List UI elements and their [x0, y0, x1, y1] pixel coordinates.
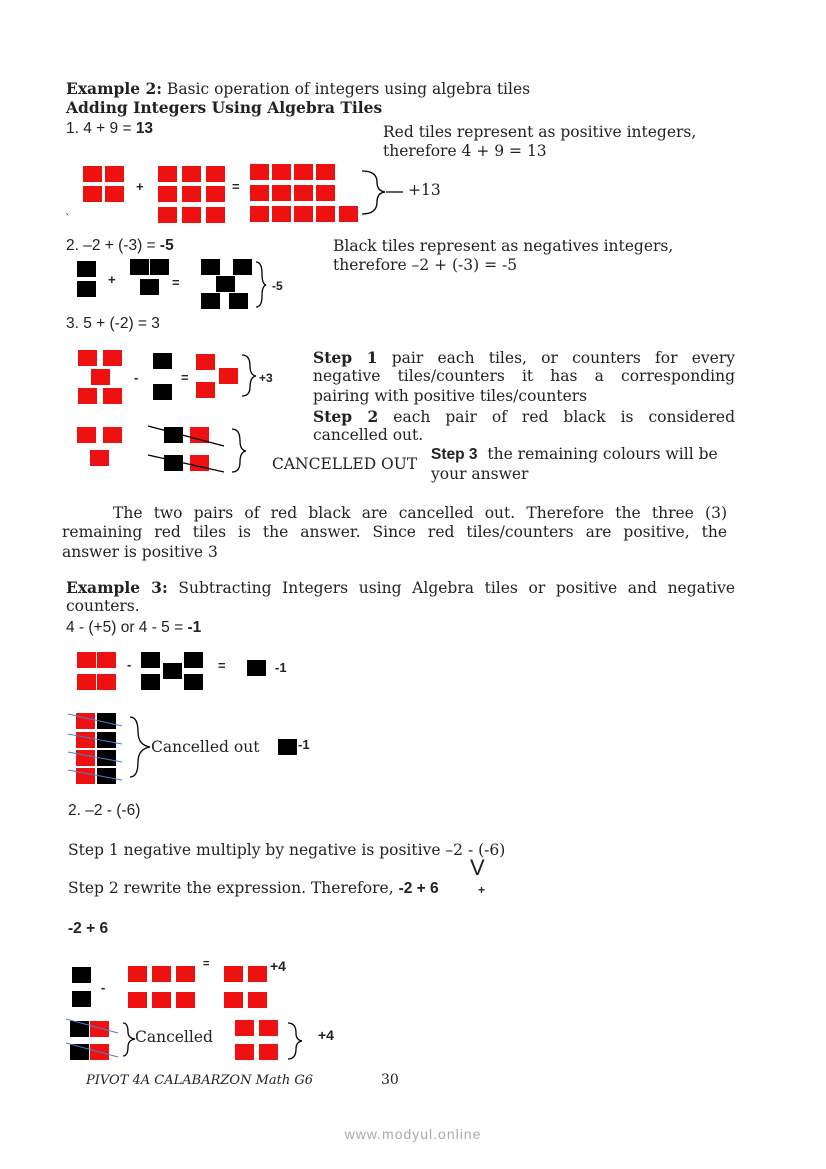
summary-line3: answer is positive 3 [62, 543, 218, 561]
problem3-result: +3 [259, 371, 273, 385]
step2-line2: cancelled out. [313, 426, 424, 444]
step2-text1: each pair of red black is considered [393, 408, 736, 426]
ex3-minus-sign: - [127, 657, 132, 672]
ex3-p2-equals-sign: = [203, 958, 210, 970]
example3-label: Example 3: [66, 578, 168, 597]
footer-title: PIVOT 4A CALABARZON Math G6 [86, 1073, 314, 1088]
ex3-vmark: V [470, 855, 485, 880]
problem3-expression: 3. 5 + (-2) = 3 [66, 315, 160, 332]
step1-line2: negative tiles/counters it has a corresponding [313, 367, 735, 385]
ex3-result2: -1 [298, 737, 310, 752]
problem2-result: -5 [272, 279, 283, 293]
problem2-equals-sign: = [172, 275, 180, 290]
brace-ex3-p2-cancel [123, 1023, 135, 1056]
ex3-cancelled-label: Cancelled out [151, 738, 260, 756]
example2-label: Example 2: [66, 79, 162, 98]
ex3-p2-cancelled-label: Cancelled [135, 1028, 213, 1046]
step2-label: Step 2 [313, 407, 379, 426]
problem2-expr-text: 2. –2 + (-3) = [66, 237, 160, 254]
ex3-p2-minus-sign: - [101, 980, 106, 995]
problem1-expr-text: 1. 4 + 9 = [66, 120, 136, 137]
ex3-problem2-step1: Step 1 negative multiply by negative is positive –2 - (-6) [68, 841, 506, 859]
example2-subtitle: Adding Integers Using Algebra Tiles [66, 98, 383, 117]
summary-line1: The two pairs of red black are cancelled out. Therefore the three (3) [113, 504, 727, 522]
ex3-equals-sign: = [218, 658, 226, 673]
problem3-equals-sign: = [181, 370, 189, 385]
example3-description: Subtracting Integers using Algebra tiles or positive and negative [178, 579, 736, 597]
brace-problem3 [242, 355, 256, 396]
step1-label: Step 1 [313, 348, 378, 367]
ex3-p2-result: +4 [270, 958, 286, 974]
problem2-plus-sign: + [108, 272, 116, 287]
watermark-text: www.modyul.online [344, 1126, 482, 1142]
brace-ex3-cancel [130, 717, 150, 777]
brace-problem2 [256, 262, 266, 307]
footer-page-number: 30 [381, 1072, 399, 1088]
problem2-note-line1: Black tiles represent as negatives integers, [333, 237, 674, 255]
example3-answer: -1 [187, 619, 202, 636]
ex3-step2-text: Step 2 rewrite the expression. Therefore, [68, 879, 399, 897]
brace-problem1 [362, 171, 385, 214]
step3-line2: your answer [431, 465, 529, 483]
problem1-plus-sign: + [136, 179, 144, 194]
summary-line2: remaining red tiles is the answer. Since red tiles/counters are positive, the [62, 523, 727, 541]
strike-line-1 [148, 426, 224, 446]
ex3-problem2-expr2: -2 + 6 [68, 920, 109, 937]
ex3-problem2-expression: 2. –2 - (-6) [68, 802, 141, 819]
problem1-note-line2: therefore 4 + 9 = 13 [383, 142, 547, 160]
problem1-result: +13 [408, 181, 441, 199]
problem1-equals-sign: = [232, 179, 240, 194]
stray-mark: ` [65, 212, 71, 226]
strike-line-2 [148, 455, 224, 472]
problem2-note-line2: therefore –2 + (-3) = -5 [333, 256, 518, 274]
problem1-answer: 13 [135, 120, 154, 137]
brace-problem3-cancel [232, 429, 246, 472]
ex3-result: -1 [275, 660, 287, 675]
step3-label: Step 3 [431, 446, 478, 463]
example3-expr-text: 4 - (+5) or 4 - 5 = [66, 619, 188, 636]
step1-line3: pairing with positive tiles/counters [313, 387, 588, 405]
ex3-p2-result2: +4 [318, 1027, 334, 1043]
example3-heading-line2: counters. [66, 597, 140, 615]
problem3-cancelled-label: CANCELLED OUT [272, 455, 418, 473]
example2-description: Basic operation of integers using algebra tiles [162, 80, 531, 98]
brace-ex3-p2-remaining [288, 1023, 302, 1059]
problem3-minus-sign: - [134, 370, 139, 385]
step1-text1: pair each tiles, or counters for every [391, 349, 735, 367]
ex3-vplus: + [478, 883, 486, 897]
step3-text1: the remaining colours will be [487, 445, 718, 463]
ex3-step2-bold: -2 + 6 [398, 880, 439, 897]
problem1-note-line1: Red tiles represent as positive integers, [383, 123, 697, 141]
problem2-answer: -5 [159, 237, 174, 254]
